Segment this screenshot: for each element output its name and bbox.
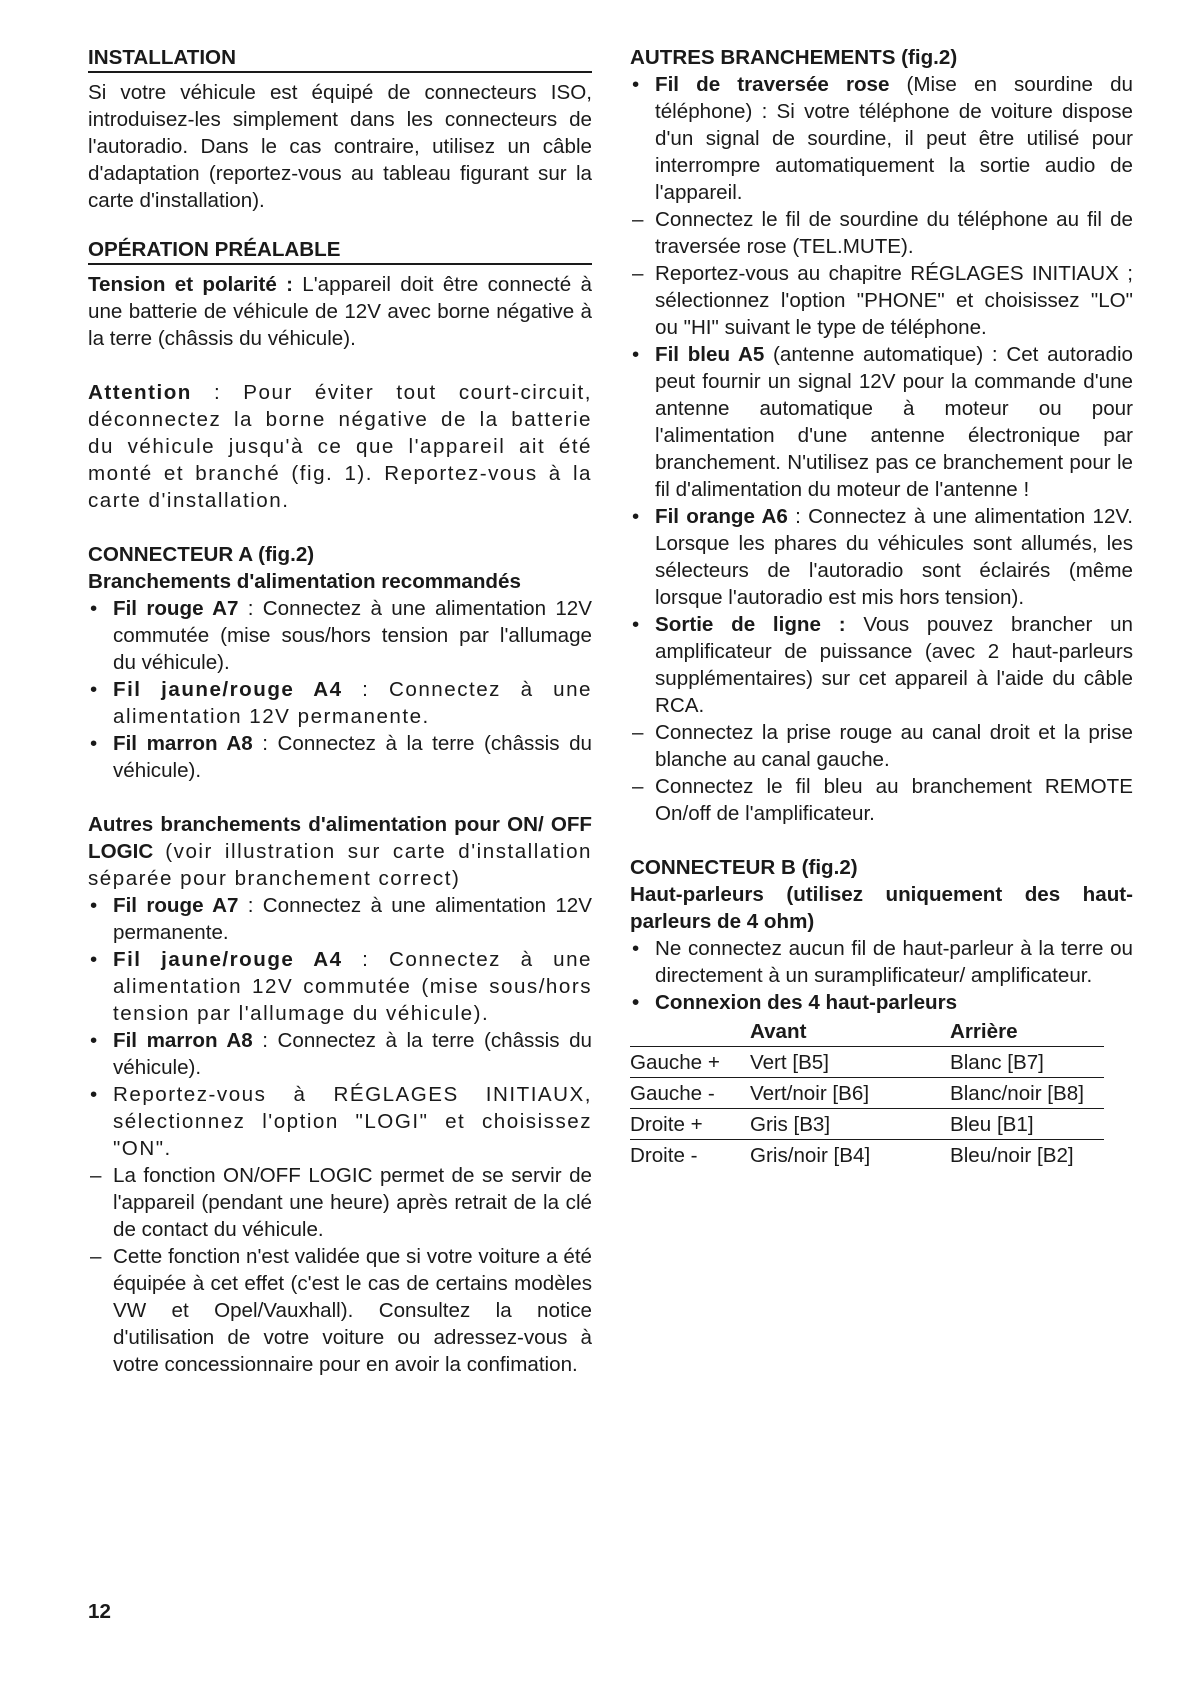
table-header: [630, 1016, 750, 1047]
bullet-marker: •: [90, 948, 99, 971]
list-item: [630, 611, 1133, 719]
item-text: : Connectez à une alimentation 12V permanente.: [113, 678, 593, 728]
attention-label: Attention: [88, 381, 192, 404]
table-cell: Bleu/noir [B2]: [950, 1144, 1074, 1167]
table-cell: Gauche -: [630, 1082, 715, 1105]
item-text: Connectez la prise rouge au canal droit et la prise blanche au canal gauche.: [655, 721, 1133, 771]
item-text: : Connectez à une alimentation 12V. Lorsque les phares du véhicules sont allumés, les sélecteurs de l'autoradio sont éclairés (même lorsque l'autoradio est mis hors tension).: [655, 505, 1133, 609]
table-cell: Blanc [B7]: [950, 1051, 1044, 1074]
installation-heading: INSTALLATION: [88, 44, 592, 73]
list-item: [630, 503, 1133, 611]
item-text: (antenne automatique) : Cet autoradio peut fournir un signal 12V pour la commande d'une antenne automatique à moteur ou pour l'alimentation d'une antenne électronique par branchement. N'utilisez pas ce branchement pour le fil d'alimentation du moteur de l'antenne !: [655, 343, 1133, 501]
table-cell: Droite -: [630, 1144, 698, 1167]
item-label: Fil rouge A7: [113, 894, 239, 917]
table-row: [630, 1109, 1104, 1140]
table-row: [630, 1078, 1104, 1109]
list-item: [88, 1027, 592, 1081]
attention-text: : Pour éviter tout court-circuit, déconnectez la borne négative de la batterie du véhicule jusqu'à ce que l'appareil ait été monté et branché (fig. 1). Reportez-vous à la carte d'installation.: [88, 381, 592, 512]
table-row: [630, 1047, 1104, 1078]
connecteur-a-heading: CONNECTEUR A (fig.2): [88, 543, 315, 566]
item-label: Sortie de ligne :: [655, 613, 846, 636]
item-text: Reportez-vous au chapitre RÉGLAGES INITIAUX ; sélectionnez l'option "PHONE" et choisissez "LO" ou "HI" suivant le type de téléphone.: [655, 262, 1133, 339]
tension-paragraph: [88, 271, 592, 352]
table-header-row: [630, 1016, 1104, 1047]
item-text: Ne connectez aucun fil de haut-parleur à la terre ou directement à un suramplificateur/ amplificateur.: [655, 937, 1133, 987]
dash-marker: –: [632, 721, 644, 744]
bullet-marker: •: [632, 343, 640, 366]
item-text: : Connectez à une alimentation 12V permanente.: [113, 894, 592, 944]
item-text: La fonction ON/OFF LOGIC permet de se servir de l'appareil (pendant une heure) après retrait de la clé de contact du véhicule.: [113, 1164, 592, 1241]
item-label: Fil de traversée rose: [655, 73, 890, 96]
autres-alim-note: (voir illustration sur carte d'installation séparée pour branchement correct): [88, 840, 592, 890]
bullet-marker: •: [90, 1083, 99, 1106]
list-item: [630, 935, 1133, 989]
autres-alim-heading: [88, 811, 592, 892]
item-text: Vous pouvez brancher un amplificateur de puissance (avec 2 haut-parleurs supplémentaires) sur cet appareil à l'aide du câble RCA.: [655, 613, 1133, 717]
connecteur-a-subtitle: Branchements d'alimentation recommandés: [88, 570, 521, 593]
item-text: : Connectez à une alimentation 12V commutée (mise sous/hors tension par l'allumage du véhicule).: [113, 597, 592, 674]
item-label: Fil marron A8: [113, 1029, 253, 1052]
table-cell: Blanc/noir [B8]: [950, 1082, 1084, 1105]
list-item: [630, 260, 1133, 341]
item-text: Cette fonction n'est validée que si votre voiture a été équipée à cet effet (c'est le cas de certains modèles VW et Opel/Vauxhall). Consultez la notice d'utilisation de votre voiture ou adressez-vous à votre concessionnaire pour en avoir la confimation.: [113, 1245, 592, 1376]
bullet-marker: •: [90, 1029, 98, 1052]
table-cell: Gauche +: [630, 1051, 720, 1074]
bullet-marker: •: [90, 678, 99, 701]
connexion-heading: [630, 989, 1133, 1016]
list-item: [88, 595, 592, 676]
installation-text: Si votre véhicule est équipé de connecteurs ISO, introduisez-les simplement dans les connecteurs de l'autoradio. Dans le cas contraire, utilisez un câble d'adaptation (reportez-vous au tableau figurant sur la carte d'installation).: [88, 81, 592, 212]
table-cell: Gris [B3]: [750, 1113, 831, 1136]
operation-heading: OPÉRATION PRÉALABLE: [88, 236, 592, 265]
list-item: [88, 946, 592, 1027]
table-cell: Bleu [B1]: [950, 1113, 1034, 1136]
item-text: Connectez le fil de sourdine du téléphone au fil de traversée rose (TEL.MUTE).: [655, 208, 1133, 258]
table-cell: Vert/noir [B6]: [750, 1082, 870, 1105]
attention-paragraph: [88, 379, 592, 514]
right-column: [630, 44, 1133, 1170]
bullet-marker: •: [632, 937, 640, 960]
dash-marker: –: [90, 1164, 102, 1187]
table-cell: Gris/noir [B4]: [750, 1144, 871, 1167]
bullet-marker: •: [632, 73, 640, 96]
item-label: Fil orange A6: [655, 505, 788, 528]
item-label: Fil bleu A5: [655, 343, 765, 366]
item-label: Fil rouge A7: [113, 597, 239, 620]
connecteur-a-list: [88, 595, 592, 784]
bullet-marker: •: [632, 991, 640, 1014]
connecteur-b-subtitle: Haut-parleurs (utilisez uniquement des haut-parleurs de 4 ohm): [630, 883, 1133, 933]
bullet-marker: •: [90, 732, 98, 755]
list-item: [88, 676, 592, 730]
table-cell: Vert [B5]: [750, 1051, 829, 1074]
list-item: [88, 730, 592, 784]
item-text: : Connectez à une alimentation 12V commutée (mise sous/hors tension par l'allumage du véhicule).: [113, 948, 593, 1025]
list-item: [88, 1081, 592, 1162]
list-item: [88, 1162, 592, 1243]
autres-alim-list: [88, 892, 592, 1378]
item-text: (Mise en sourdine du téléphone) : Si votre téléphone de voiture dispose d'un signal de sourdine, il peut être utilisé pour interrompre automatiquement la sortie audio de l'appareil.: [655, 73, 1133, 204]
item-label: Fil jaune/rouge A4: [113, 948, 343, 971]
list-item: [88, 1243, 592, 1378]
table-cell: Droite +: [630, 1113, 703, 1136]
tension-text: L'appareil doit être connecté à une batterie de véhicule de 12V avec borne négative à la terre (châssis du véhicule).: [88, 273, 592, 350]
bullet-marker: •: [90, 597, 98, 620]
table-header: Arrière: [950, 1020, 1018, 1043]
connexion-label: Connexion des 4 haut-parleurs: [655, 991, 958, 1014]
item-text: Reportez-vous à RÉGLAGES INITIAUX, sélectionnez l'option "LOGI" et choisissez "ON".: [113, 1083, 592, 1160]
dash-marker: –: [632, 208, 644, 231]
left-column: [88, 44, 592, 1378]
list-item: [630, 206, 1133, 260]
page-number: 12: [88, 1600, 111, 1623]
bullet-marker: •: [632, 505, 640, 528]
connecteur-b-heading: CONNECTEUR B (fig.2): [630, 856, 858, 879]
item-label: Fil jaune/rouge A4: [113, 678, 343, 701]
list-item: [88, 892, 592, 946]
item-text: Connectez le fil bleu au branchement REMOTE On/off de l'amplificateur.: [655, 775, 1133, 825]
list-item: [630, 773, 1133, 827]
table-row: [630, 1140, 1104, 1171]
autres-branchements-heading: AUTRES BRANCHEMENTS (fig.2): [630, 46, 958, 69]
autres-branchements-list: [630, 71, 1133, 827]
speaker-table: [630, 1016, 1104, 1170]
list-item: [630, 719, 1133, 773]
dash-marker: –: [632, 262, 644, 285]
item-text: : Connectez à la terre (châssis du véhicule).: [113, 1029, 592, 1079]
tension-label: Tension et polarité :: [88, 273, 293, 296]
dash-marker: –: [90, 1245, 102, 1268]
list-item: [630, 71, 1133, 206]
table-header: Avant: [750, 1020, 807, 1043]
item-text: : Connectez à la terre (châssis du véhicule).: [113, 732, 592, 782]
bullet-marker: •: [90, 894, 98, 917]
autres-alim-title: Autres branchements d'alimentation pour ON/ OFF LOGIC: [88, 813, 592, 863]
item-label: Fil marron A8: [113, 732, 253, 755]
list-item: [630, 341, 1133, 503]
bullet-marker: •: [632, 613, 640, 636]
dash-marker: –: [632, 775, 644, 798]
